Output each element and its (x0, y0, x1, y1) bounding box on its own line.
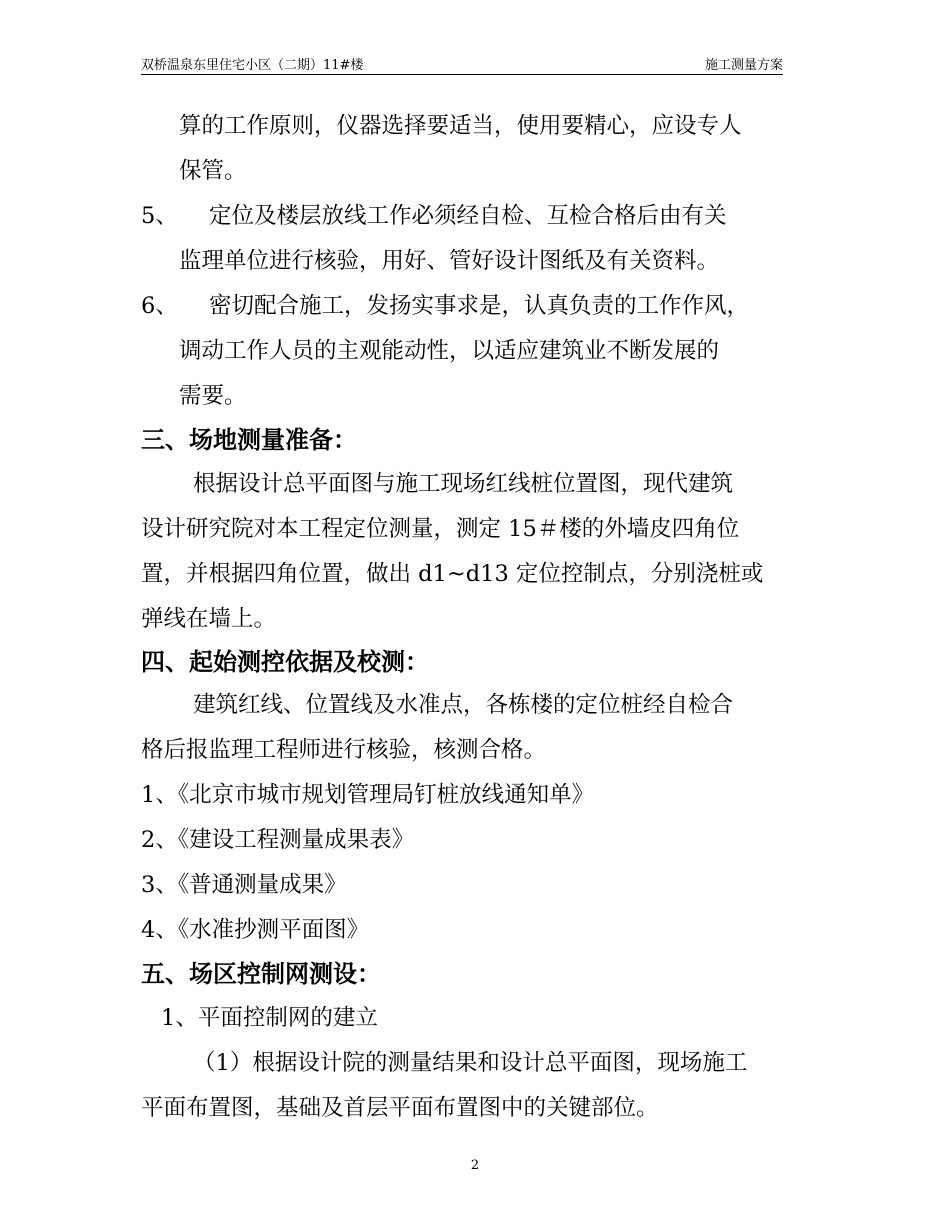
list-item: 4、《水准抄测平面图》 (141, 917, 370, 943)
page-header (141, 54, 783, 75)
paragraph-line: 保管。 (179, 158, 247, 184)
paragraph-line: 监理单位进行核验，用好、管好设计图纸及有关资料。 (179, 248, 720, 274)
paragraph-line: 设计研究院对本工程定位测量，测定 15＃楼的外墙皮四角位 (141, 516, 740, 542)
paragraph-line: 密切配合施工，发扬实事求是，认真负责的工作作风， (209, 293, 750, 319)
section-heading: 三、场地测量准备： (141, 425, 357, 454)
paragraph-line: 需要。 (179, 383, 247, 409)
paragraph-line: 定位及楼层放线工作必须经自检、互检合格后由有关 (209, 203, 727, 229)
header-project-title: 双桥温泉东里住宅小区（二期）11#楼 (141, 58, 364, 73)
list-item: 2、《建设工程测量成果表》 (141, 827, 415, 853)
paragraph-line: 建筑红线、位置线及水准点，各栋楼的定位桩经自检合 (193, 692, 734, 718)
list-item: 1、《北京市城市规划管理局钉桩放线通知单》 (141, 782, 595, 808)
paragraph-line: 调动工作人员的主观能动性，以适应建筑业不断发展的 (179, 338, 720, 364)
list-number: 5、 (141, 203, 178, 229)
section-heading: 五、场区控制网测设： (141, 959, 381, 988)
list-item: 3、《普通测量成果》 (141, 872, 347, 898)
paragraph-line: 格后报监理工程师进行核验，核测合格。 (141, 737, 547, 763)
paragraph-line: 弹线在墙上。 (141, 606, 277, 632)
subsection-heading: 1、平面控制网的建立 (161, 1005, 378, 1031)
header-doc-title: 施工测量方案 (704, 58, 783, 73)
section-heading: 四、起始测控依据及校测： (141, 647, 429, 676)
paragraph-line: （1）根据设计院的测量结果和设计总平面图，现场施工 (193, 1050, 748, 1076)
paragraph-line: 平面布置图，基础及首层平面布置图中的关键部位。 (141, 1095, 659, 1121)
paragraph-line: 算的工作原则，仪器选择要适当，使用要精心，应设专人 (179, 113, 742, 139)
list-number: 6、 (141, 293, 178, 319)
paragraph-line: 置，并根据四角位置，做出 d1~d13 定位控制点，分别浇桩或 (141, 561, 764, 587)
page-number: 2 (470, 1158, 480, 1173)
paragraph-line: 根据设计总平面图与施工现场红线桩位置图，现代建筑 (193, 471, 734, 497)
